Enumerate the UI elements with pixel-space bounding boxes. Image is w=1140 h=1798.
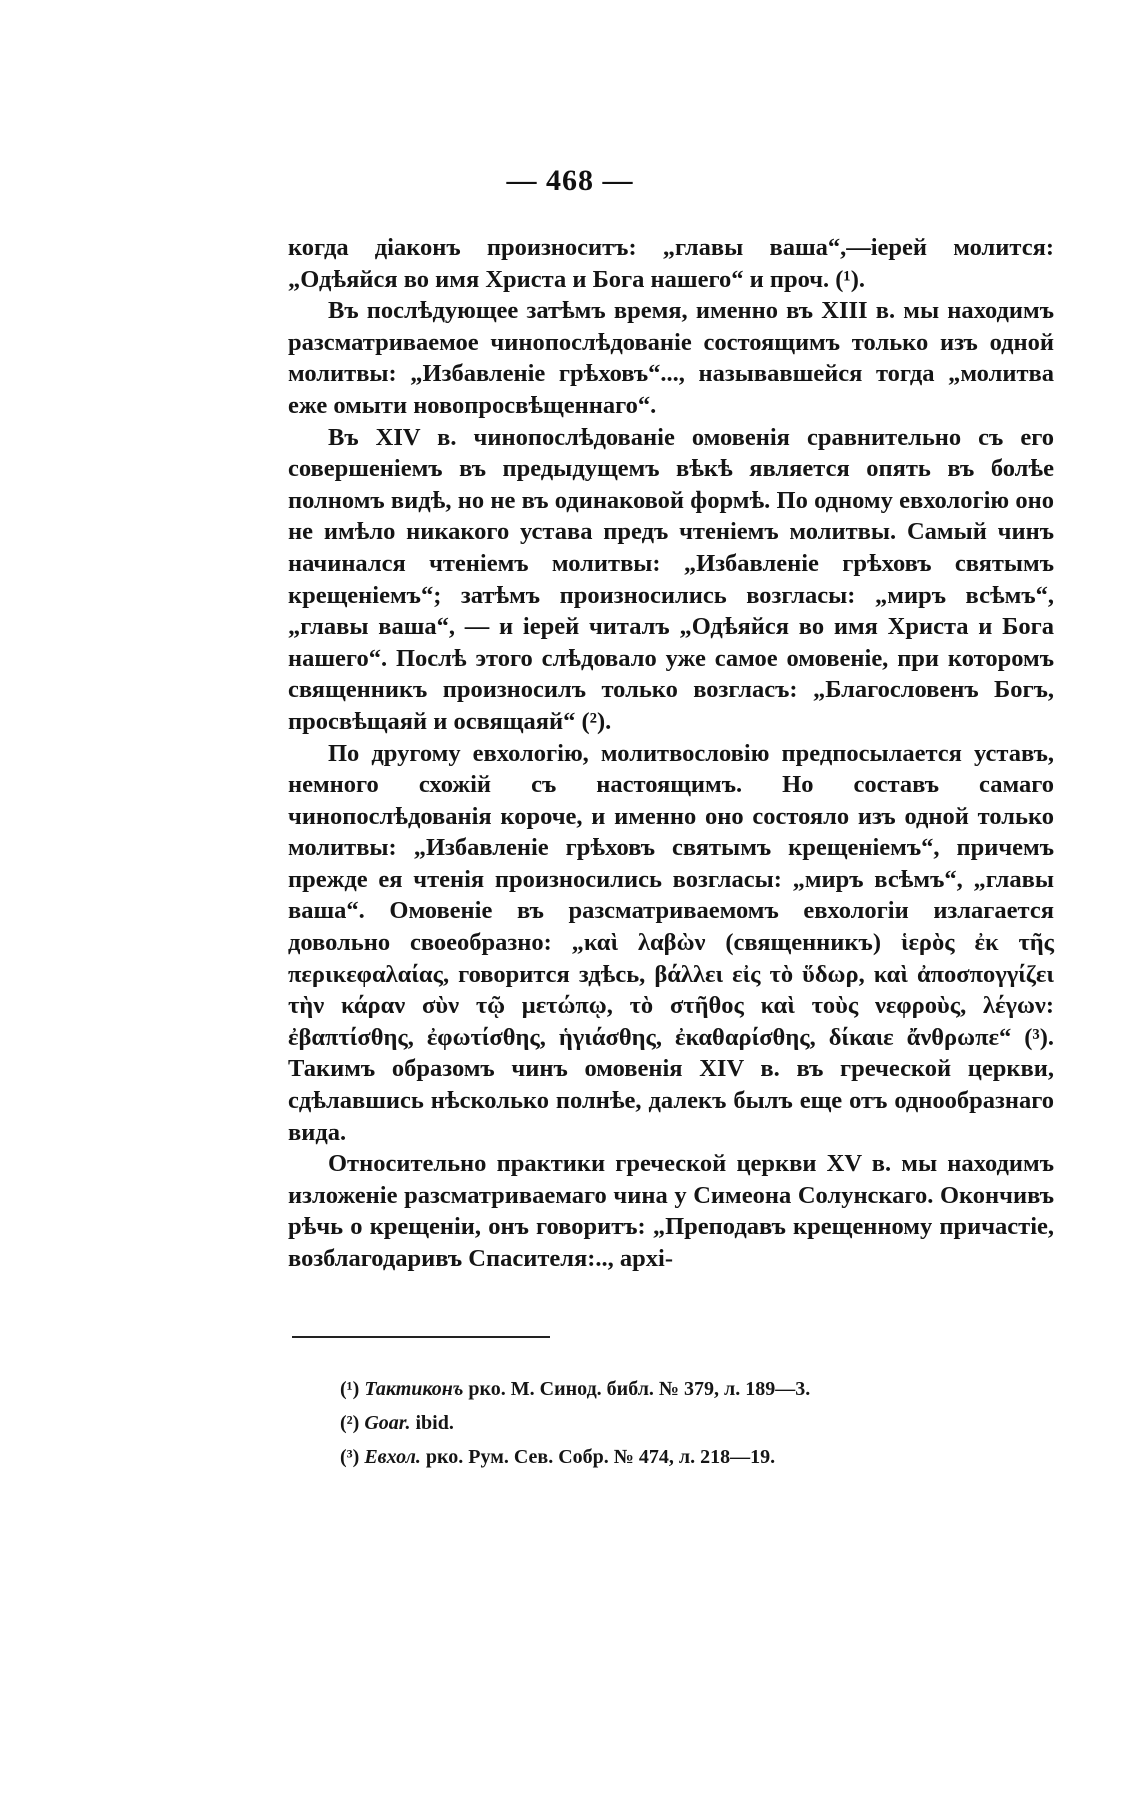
footnote-text: рко. М. Синод. библ. № 379, л. 189—3.: [468, 1378, 811, 1400]
page-number: — 468 —: [506, 164, 634, 197]
footnote-source: Goar.: [364, 1412, 411, 1434]
footnote-mark: (³): [340, 1446, 360, 1468]
paragraph-5: Относительно практики греческой церкви XV в. мы находимъ изложеніе разсматриваемаго чина у Симеона Солунскаго. Окончивъ рѣчь о крещеніи, онъ говоритъ: „Преподавъ крещенному причастіе, возблагодаривъ Спасителя:.., архі-: [288, 1150, 1054, 1272]
footnote-mark: (¹): [340, 1378, 360, 1400]
footnote-source: Евхол.: [364, 1446, 421, 1468]
paragraph-4: По другому евхологію, молитвословію предпосылается уставъ, немного схожій съ настоящимъ. Но составъ самаго чинопослѣдованія короче, и именно оно состояло изъ одной только молитвы: „Избавленіе грѣховъ святымъ крещеніемъ“, причемъ прежде ея чтенія произносились возгласы: „миръ всѣмъ“, „главы ваша“. Омовеніе въ разсматриваемомъ евхологіи излагается довольно своеобразно: „καὶ λαβὼν (священникъ) ἱερὸς ἐκ τῆς περικεφαλαίας, говорится здѣсь, βάλλει εἰς τὸ ὕδωρ, καὶ ἀποσπογγίζει τὴν κάραν σὺν τῷ μετώπῳ, τὸ στῆθος καὶ τοὺς νεφροὺς, λέγων: ἐβαπτίσθης, ἐφωτίσθης, ἡγιάσθης, ἐκαθαρίσθης, δίκαιε ἄνθρωπε“ (³). Такимъ образомъ чинъ омовенія XIV в. въ греческой церкви, сдѣлавшись нѣсколько полнѣе, далекъ былъ еще отъ однообразнаго вида.: [288, 739, 1054, 1146]
footnote-1: [340, 1372, 1040, 1406]
body-text: [288, 232, 1054, 1275]
footnotes: [340, 1372, 1040, 1474]
footnote-source: Тактиконъ: [364, 1378, 464, 1400]
paragraph-3: Въ XIV в. чинопослѣдованіе омовенія сравнительно съ его совершеніемъ въ предыдущемъ вѣкѣ является опять въ болѣе полномъ видѣ, но не въ одинаковой формѣ. По одному евхологію оно не имѣло никакого устава предъ чтеніемъ молитвы. Самый чинъ начинался чтеніемъ молитвы: „Избавленіе грѣховъ святымъ крещеніемъ“; затѣмъ произносились возгласы: „миръ всѣмъ“, „главы ваша“, — и іерей читалъ „Одѣяйся во имя Христа и Бога нашего“. Послѣ этого слѣдовало уже самое омовеніе, при которомъ священникъ произносилъ только возгласъ: „Благословенъ Богъ, просвѣщаяй и освящаяй“ (²).: [288, 423, 1054, 735]
footnote-3: [340, 1440, 1040, 1474]
footnote-mark: (²): [340, 1412, 360, 1434]
footnote-text: ibid.: [415, 1412, 454, 1434]
footnote-text: рко. Рум. Сев. Собр. № 474, л. 218—19.: [425, 1446, 776, 1468]
footnote-divider: [292, 1336, 550, 1338]
paragraph-2: Въ послѣдующее затѣмъ время, именно въ XIII в. мы находимъ разсматриваемое чинопослѣдованіе состоящимъ только изъ одной молитвы: „Избавленіе грѣховъ“..., называвшейся тогда „молитва еже омыти новопросвѣщеннаго“.: [288, 297, 1054, 419]
paragraph-1: когда діаконъ произноситъ: „главы ваша“,—іерей молится: „Одѣяйся во имя Христа и Бога нашего“ и проч. (¹).: [288, 234, 1054, 293]
footnote-2: [340, 1406, 1040, 1440]
